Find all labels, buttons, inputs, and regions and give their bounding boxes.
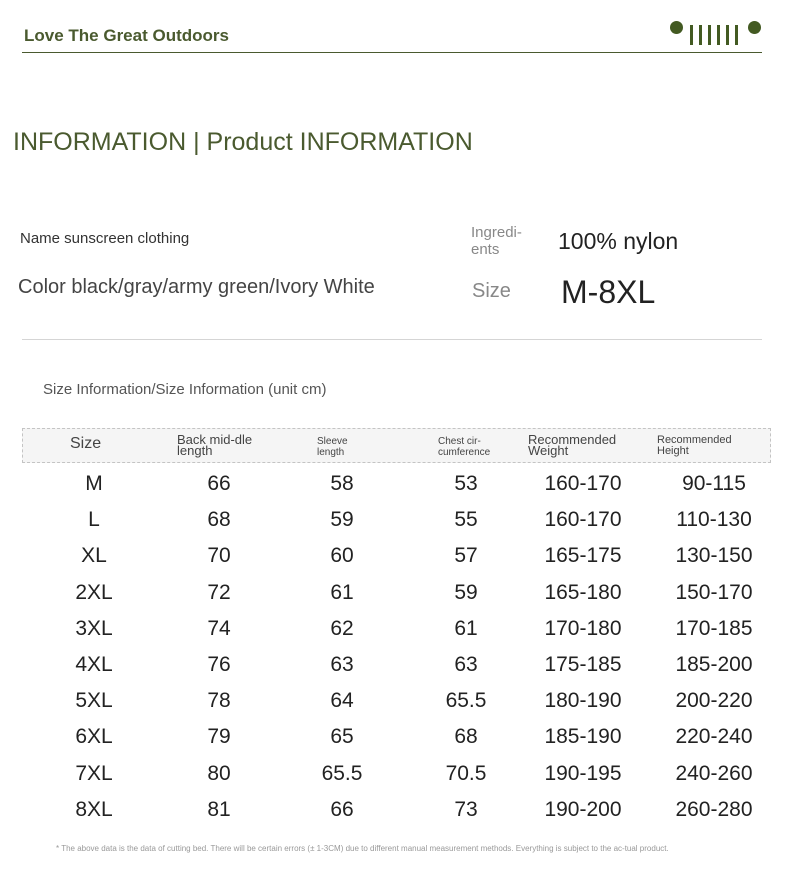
cell-size: 2XL	[75, 580, 113, 604]
ingredients-value: 100% nylon	[558, 228, 679, 254]
header-back-length: Back mid-dle length	[177, 432, 253, 458]
size-label: Size	[472, 280, 511, 302]
cell-weight: 160-170	[544, 508, 622, 532]
cell-size: M	[85, 472, 103, 495]
cell-size: 8XL	[75, 797, 113, 821]
cell-chest: 65.5	[445, 689, 487, 713]
cell-sleeve-length: 61	[330, 580, 354, 604]
cell-size: 5XL	[75, 689, 113, 713]
cell-height: 110-130	[676, 508, 752, 532]
cell-height: 185-200	[675, 652, 753, 676]
cell-chest: 53	[454, 472, 478, 495]
cell-sleeve-length: 59	[330, 508, 354, 532]
table-row	[22, 719, 771, 755]
cell-height: 150-170	[675, 580, 753, 604]
cell-back-length: 80	[207, 761, 231, 785]
table-row	[22, 647, 771, 683]
cell-chest: 61	[454, 616, 478, 640]
size-table-header	[22, 428, 771, 463]
cell-sleeve-length: 60	[330, 544, 354, 568]
cell-height: 200-220	[675, 689, 753, 713]
cell-height: 220-240	[675, 725, 753, 749]
section-title: INFORMATION | Product INFORMATION	[13, 128, 473, 156]
cell-weight: 160-170	[544, 472, 622, 495]
size-info-title: Size Information/Size Information (unit cm)	[43, 381, 327, 398]
cell-size: 3XL	[75, 616, 113, 640]
cell-back-length: 78	[207, 689, 231, 713]
cell-height: 90-115	[682, 472, 746, 495]
cell-back-length: 76	[207, 652, 231, 676]
cell-size: 7XL	[75, 761, 113, 785]
table-row	[22, 575, 771, 611]
cell-sleeve-length: 62	[330, 616, 354, 640]
cell-sleeve-length: 64	[330, 689, 354, 713]
size-table-body	[22, 466, 771, 828]
header-size: Size	[70, 435, 102, 452]
table-row	[22, 683, 771, 719]
cell-weight: 170-180	[544, 616, 622, 640]
ingredients-label: Ingredi-ents	[471, 224, 522, 258]
table-row	[22, 466, 771, 502]
cell-back-length: 79	[207, 725, 231, 749]
cell-weight: 165-180	[544, 580, 622, 604]
cell-back-length: 74	[207, 616, 231, 640]
cell-weight: 175-185	[544, 652, 622, 676]
size-value: M-8XL	[561, 274, 656, 310]
cell-chest: 73	[454, 797, 478, 821]
cell-height: 260-280	[675, 797, 753, 821]
cell-sleeve-length: 65.5	[321, 761, 363, 785]
product-color: Color black/gray/army green/Ivory White	[18, 276, 375, 298]
cell-back-length: 70	[207, 544, 231, 568]
header-divider	[22, 52, 762, 53]
header-chest: Chest cir-cumference	[438, 436, 491, 458]
cell-height: 240-260	[675, 761, 753, 785]
cell-weight: 165-175	[544, 544, 622, 568]
table-row	[22, 502, 771, 538]
cell-weight: 180-190	[544, 689, 622, 713]
cell-chest: 59	[454, 580, 478, 604]
cell-size: L	[88, 508, 100, 532]
cell-height: 130-150	[675, 544, 753, 568]
cell-chest: 70.5	[445, 761, 487, 785]
cell-size: 4XL	[75, 652, 113, 676]
header-sleeve-length: Sleeve length	[317, 436, 348, 458]
cell-sleeve-length: 58	[330, 472, 354, 495]
product-name: Name sunscreen clothing	[20, 230, 190, 247]
cell-chest: 63	[454, 652, 478, 676]
footnote: * The above data is the data of cutting bed. There will be certain errors (± 1-3CM) due to different manual measurement methods. Everything is subject to the ac-tual product.	[56, 844, 669, 853]
cell-size: 6XL	[75, 725, 113, 749]
cell-sleeve-length: 63	[330, 652, 354, 676]
cell-back-length: 68	[207, 508, 231, 532]
cell-back-length: 81	[207, 797, 231, 821]
table-row	[22, 538, 771, 574]
header-height: Recommended Height	[657, 434, 732, 457]
table-row	[22, 611, 771, 647]
cell-sleeve-length: 65	[330, 725, 354, 749]
brand-title: Love The Great Outdoors	[24, 26, 229, 45]
brand-logo-icon	[670, 19, 762, 45]
cell-chest: 68	[454, 725, 478, 749]
table-row	[22, 756, 771, 792]
cell-chest: 57	[454, 544, 478, 568]
section-divider	[22, 339, 762, 340]
cell-sleeve-length: 66	[330, 797, 354, 821]
header-weight: Recommended Weight	[528, 432, 617, 458]
cell-size: XL	[81, 544, 107, 568]
cell-back-length: 72	[207, 580, 231, 604]
table-row	[22, 792, 771, 828]
cell-weight: 185-190	[544, 725, 622, 749]
cell-height: 170-185	[675, 616, 753, 640]
cell-back-length: 66	[207, 472, 231, 495]
cell-weight: 190-200	[544, 797, 622, 821]
cell-weight: 190-195	[544, 761, 622, 785]
cell-chest: 55	[454, 508, 478, 532]
